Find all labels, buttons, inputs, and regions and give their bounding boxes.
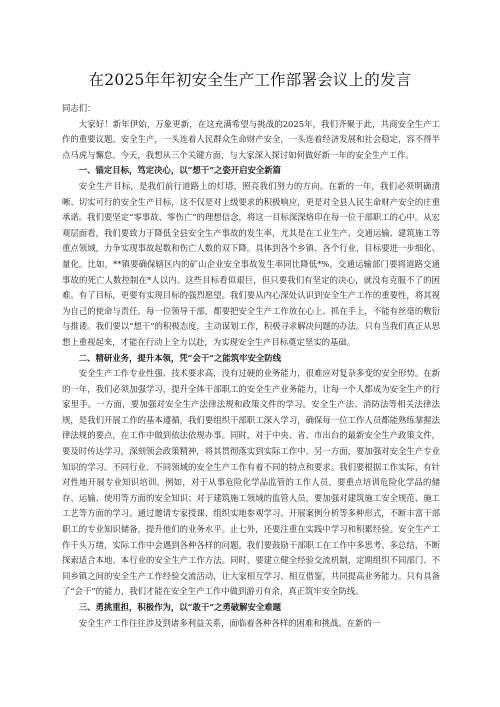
section-1-paragraph: 安全生产目标，是我们前行道路上的灯塔，照亮我们努力的方向。在新的一年，我们必须明确清晰、切实可行的安全生产目标，这不仅是对上级要求的积极响应，更是对全县人民生命财产安全的庄重承诺。我们要坚定“零事故、零伤亡”的理想信念，将这一目标深深烙印在每一位干部职工的心中。从宏观层面看，我们要致力于降低全县安全生产事故的发生率，尤其是在工业生产、交通运输、建筑施工等重点领域，力争实现事故起数和伤亡人数的双下降。具体到各个乡镇、各个行业，目标要进一步细化、量化。比如，**镇要确保辖区内的矿山企业安全事故发生率同比降低*%，交通运输部门要将道路交通事故的死亡人数控制在*人以内。这些目标看似艰巨，但只要我们有坚定的决心，就没有克服不了的困难。有了目标，更要有实现目标的强烈愿望。我们要从内心深处认识到安全生产工作的重要性，将其视为自己的使命与责任。每一位领导干部，都要把安全生产工作放在心上、抓在手上，不能有丝毫的敷衍与推诿。我们要以“想干”的积极态度，主动谋划工作，积极寻求解决问题的办法。只有当我们真正从思想上重视起来，才能在行动上全力以赴，为实现安全生产目标奠定坚实的基础。 — [62, 180, 440, 347]
section-3-paragraph: 安全生产工作往往涉及到诸多利益关系，面临着各种各样的困难和挑战。在新的一 — [78, 617, 381, 628]
section-heading-3: 三、勇挑重担，积极作为，以“敢干”之勇破解安全难题 — [78, 602, 282, 612]
document-body — [62, 101, 440, 631]
intro-paragraph: 大家好！新年伊始，万象更新，在这充满希望与挑战的2025年，我们齐聚于此，共商安全生产工作的重要议题。安全生产，一头连着人民群众生命财产安全，一头连着经济发展和社会稳定，容不得半点马虎与懈怠。今天，我想从三个关键方面，与大家深入探讨如何做好新一年的安全生产工作。 — [62, 118, 440, 160]
document-title: 在2025年年初安全生产工作部署会议上的发言 — [88, 71, 412, 89]
section-heading-2: 二、精研业务，提升本领，凭“会干”之能筑牢安全防线 — [78, 352, 282, 363]
salutation: 同志们： — [62, 103, 96, 113]
section-2-paragraph: 安全生产工作专业性强、技术要求高，没有过硬的业务能力，很难应对复杂多变的安全形势。在新的一年，我们必须加强学习，提升全体干部职工的安全生产业务能力，让每一个人都成为安全生产的行家里手。一方面，要加强对安全生产法律法规和政策文件的学习。安全生产法、消防法等相关法律法规，是我们开展工作的基本遵循，我们要组织干部职工深入学习，确保每一位工作人员都能熟练掌握法律法规的要点，在工作中做到依法依规办事。同时，对于中央、省、市出台的最新安全生产政策文件，要及时传达学习，深刻领会政策精神，将其贯彻落实到实际工作中。另一方面，要加强对安全生产专业知识的学习。不同行业、不同领域的安全生产工作有着不同的特点和要求。我们要根据工作实际，有针对性地开展专业知识培训。例如，对于从事危险化学品监管的工作人员，要重点培训危险化学品的储存、运输、使用等方面的安全知识；对于建筑施工领域的监管人员，要加强对建筑施工安全规范、施工工艺等方面的学习。通过邀请专家授课、组织实地参观学习、开展案例分析等多种形式，不断丰富干部职工的专业知识储备，提升他们的业务水平。止七外，还要注重在实践中学习和积累经验。安全生产工作千头万绪，实际工作中会遇到各种各样的问题。我们要鼓励干部职工在工作中多思考、多总结，不断探索适合本地、本行业的安全生产工作方法。同时，要建立健全经验交流机制，定期组织不同部门、不同乡镇之间的安全生产工作经验交流活动，让大家相互学习、相互借鉴，共同提高业务能力。只有具备了“会干”的能力，我们才能在安全生产工作中做到游刃有余，真正筑牢安全防线。 — [62, 368, 440, 597]
section-heading-1: 一、锚定目标，笃定决心，以“想干”之姿开启安全新篇 — [78, 165, 282, 176]
